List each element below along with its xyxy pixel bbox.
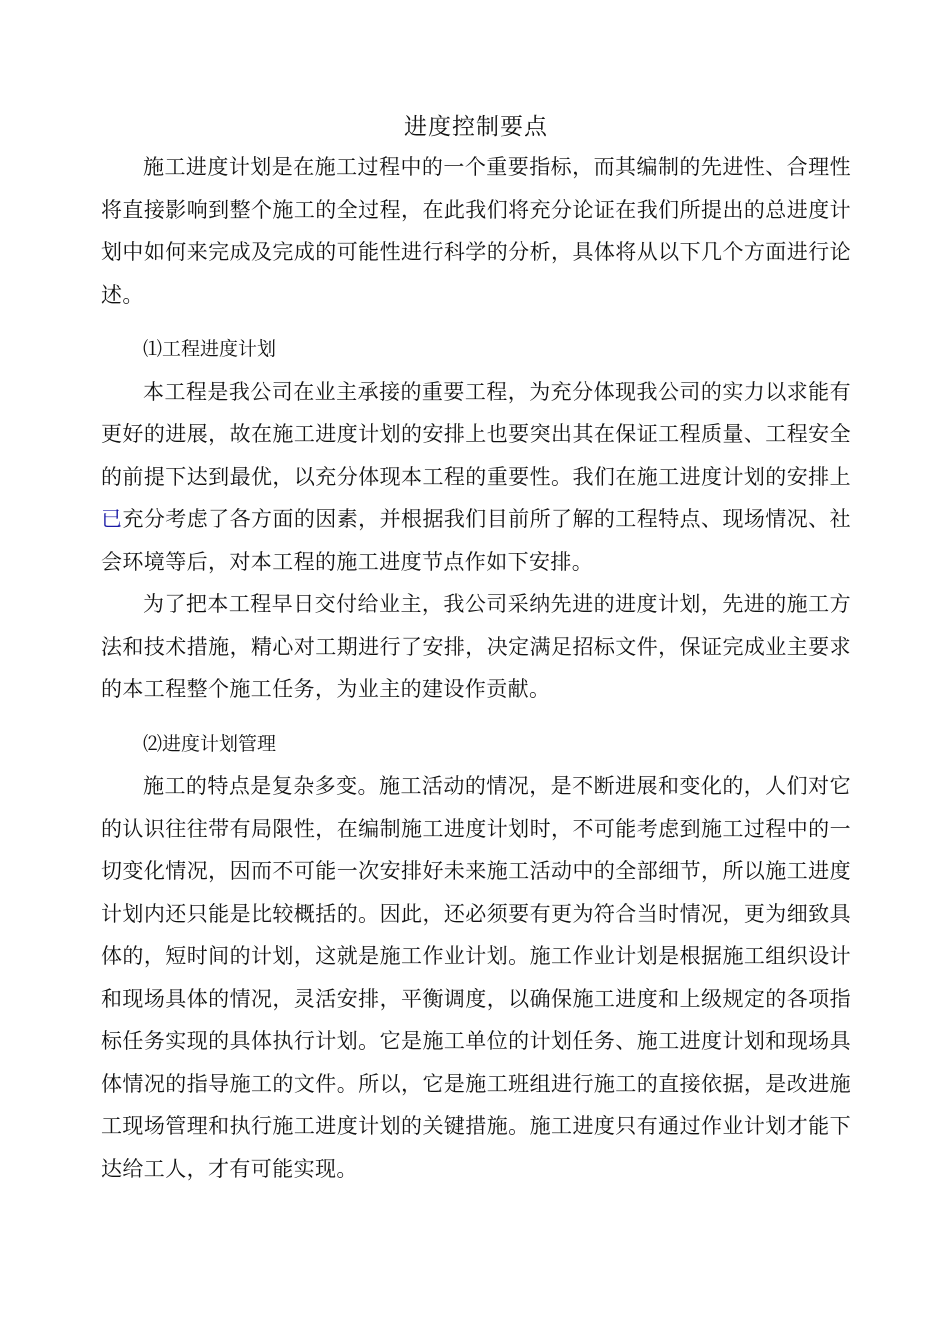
section-2-paragraph-1: 施工的特点是复杂多变。施工活动的情况，是不断进展和变化的，人们对它的认识往往带有局限性，在编制施工进度计划时，不可能考虑到施工过程中的一切变化情况，因而不可能一次安排好未来施工活动中的全部细节，所以施工进度计划内还只能是比较概括的。因此，还必须要有更为符合当时情况，更为细致具体的，短时间的计划，这就是施工作业计划。施工作业计划是根据施工组织设计和现场具体的情况，灵活安排，平衡调度，以确保施工进度和上级规定的各项指标任务实现的具体执行计划。它是施工单位的计划任务、施工进度计划和现场具体情况的指导施工的文件。所以，它是施工班组进行施工的直接依据，是改进施工现场管理和执行施工进度计划的关键措施。施工进度只有通过作业计划才能下达给工人，才有可能实现。 — [101, 774, 851, 1181]
section-1-paragraph-1-text-b: 充分考虑了各方面的因素，并根据我们目前所了解的工程特点、现场情况、社会环境等后，对本工程的施工进度节点作如下安排。 — [101, 507, 851, 574]
section-1-paragraph-2: 为了把本工程早日交付给业主，我公司采纳先进的进度计划，先进的施工方法和技术措施，精心对工期进行了安排，决定满足招标文件，保证完成业主要求的本工程整个施工任务，为业主的建设作贡献。 — [101, 592, 851, 701]
document-page — [101, 108, 851, 1190]
section-2-heading: ⑵进度计划管理 — [143, 732, 277, 755]
highlighted-character: 已 — [101, 507, 123, 531]
section-1-paragraph-1-text-a: 本工程是我公司在业主承接的重要工程，为充分体现我公司的实力以求能有更好的进展，故在施工进度计划的安排上也要突出其在保证工程质量、工程安全的前提下达到最优，以充分体现本工程的重要性。我们在施工进度计划的安排上 — [101, 379, 851, 489]
section-1-heading: ⑴工程进度计划 — [143, 338, 277, 360]
intro-paragraph: 施工进度计划是在施工过程中的一个重要指标，而其编制的先进性、合理性将直接影响到整个施工的全过程，在此我们将充分论证在我们所提出的总进度计划中如何来完成及完成的可能性进行科学的分析，具体将从以下几个方面进行论述。 — [101, 155, 851, 307]
document-title: 进度控制要点 — [404, 114, 548, 140]
section-1-paragraph-1 — [101, 371, 851, 584]
